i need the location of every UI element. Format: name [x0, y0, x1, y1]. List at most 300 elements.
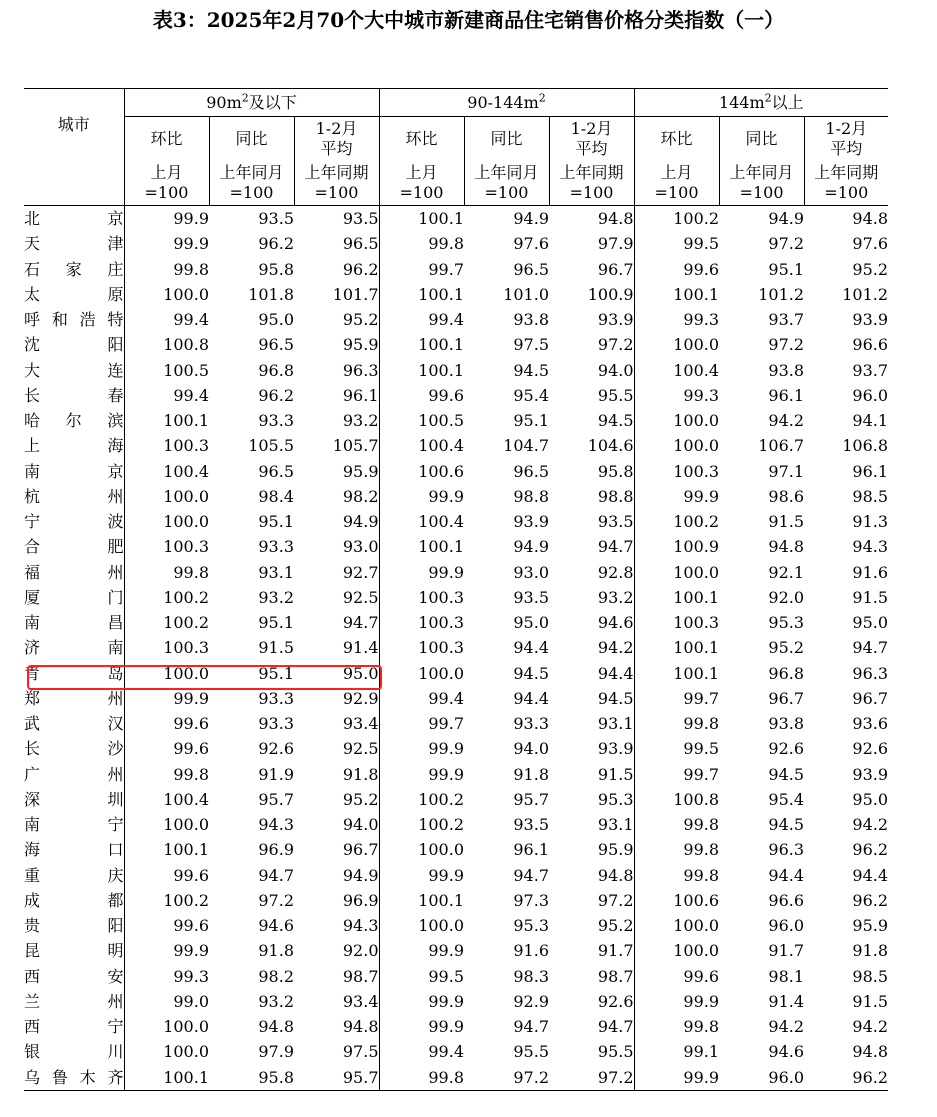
city-header: 城市	[57, 115, 90, 134]
index-value: 100.0	[634, 938, 719, 963]
index-value: 96.3	[768, 840, 805, 860]
index-value: 100.0	[379, 837, 464, 862]
index-value: 96.5	[513, 259, 549, 279]
city-name: 贵阳	[24, 916, 124, 936]
index-value: 99.9	[124, 206, 209, 232]
index-value: 100.2	[124, 585, 209, 610]
group-header-medium: $90-144m^2$	[379, 89, 634, 117]
index-value: 94.3	[342, 916, 379, 936]
city-name: 上海	[24, 436, 124, 456]
index-value: 91.4	[768, 991, 805, 1011]
index-value: 100.2	[379, 787, 464, 812]
index-value: 100.6	[634, 888, 719, 913]
index-value: 97.6	[852, 234, 889, 254]
index-value: 100.2	[634, 206, 719, 232]
index-value: 100.9	[634, 534, 719, 559]
index-value: 95.1	[258, 512, 294, 532]
base-col-header: 上年同月 =100	[464, 161, 549, 206]
table-row	[24, 1039, 888, 1064]
index-value: 95.8	[209, 1065, 294, 1091]
index-value: 94.3	[258, 815, 294, 835]
city-name: 宁波	[24, 512, 124, 532]
index-value: 95.0	[258, 310, 294, 330]
index-value: 97.9	[597, 234, 634, 254]
table-row	[24, 459, 888, 484]
index-value: 100.0	[634, 408, 719, 433]
index-value: 100.1	[379, 332, 464, 357]
index-value: 95.8	[258, 259, 294, 279]
table-row	[24, 863, 888, 888]
table-row	[24, 282, 888, 307]
index-value: 97.2	[549, 1065, 634, 1091]
index-value: 91.4	[342, 638, 379, 658]
index-value: 100.0	[124, 484, 209, 509]
table-row	[24, 762, 888, 787]
index-value: 94.2	[852, 815, 889, 835]
table-row	[24, 257, 888, 282]
city-name: 深圳	[24, 789, 124, 809]
index-value: 93.0	[342, 537, 379, 557]
index-value: 93.2	[258, 587, 294, 607]
index-value: 96.2	[852, 890, 889, 910]
index-value: 91.9	[258, 764, 294, 784]
index-value: 100.0	[379, 661, 464, 686]
index-value: 91.8	[513, 764, 549, 784]
index-value: 99.8	[634, 837, 719, 862]
index-value: 100.0	[124, 812, 209, 837]
index-value: 99.8	[634, 711, 719, 736]
index-value: 101.7	[332, 284, 379, 304]
index-value: 94.4	[768, 865, 805, 885]
index-value: 100.4	[124, 787, 209, 812]
index-value: 100.1	[634, 635, 719, 660]
index-value: 94.7	[513, 1017, 549, 1037]
city-name: 济南	[24, 638, 124, 658]
index-value: 99.1	[634, 1039, 719, 1064]
index-value: 94.7	[597, 1017, 634, 1037]
index-value: 94.8	[342, 1017, 379, 1037]
index-value: 98.7	[597, 966, 634, 986]
table-row	[24, 534, 888, 559]
index-value: 96.7	[852, 688, 889, 708]
index-value: 100.3	[634, 610, 719, 635]
city-name: 沈阳	[24, 335, 124, 355]
index-value: 100.2	[379, 812, 464, 837]
index-value: 95.7	[294, 1065, 379, 1091]
index-value: 94.0	[342, 815, 379, 835]
index-value: 100.1	[379, 206, 464, 232]
sub-col-header: 1-2月 平均	[294, 117, 379, 162]
index-value: 100.0	[124, 1039, 209, 1064]
index-value: 99.5	[379, 964, 464, 989]
sub-header-row	[24, 117, 888, 162]
index-value: 100.4	[379, 433, 464, 458]
index-value: 100.3	[379, 585, 464, 610]
sub-col-header: 同比	[464, 117, 549, 162]
index-value: 96.6	[852, 335, 889, 355]
table-row	[24, 332, 888, 357]
index-value: 95.5	[513, 1042, 549, 1062]
index-value: 101.8	[248, 284, 294, 304]
index-value: 95.1	[258, 613, 294, 633]
index-value: 93.1	[258, 562, 294, 582]
index-value: 99.9	[634, 1065, 719, 1091]
index-value: 99.8	[634, 1014, 719, 1039]
index-value: 95.2	[768, 638, 805, 658]
index-value: 94.5	[768, 764, 805, 784]
table-row	[24, 408, 888, 433]
index-value: 97.2	[597, 335, 634, 355]
index-value: 94.4	[513, 688, 549, 708]
index-value: 92.6	[597, 991, 634, 1011]
index-value: 94.8	[768, 537, 805, 557]
index-value: 93.9	[513, 512, 549, 532]
index-value: 94.5	[513, 360, 549, 380]
index-value: 95.9	[852, 916, 889, 936]
index-value: 99.3	[124, 964, 209, 989]
city-name: 北京	[24, 209, 124, 229]
index-value: 96.8	[768, 663, 805, 683]
index-value: 96.7	[597, 259, 634, 279]
index-value: 100.0	[124, 509, 209, 534]
index-value: 100.6	[379, 459, 464, 484]
base-col-header: 上年同月 =100	[719, 161, 804, 206]
index-value: 100.1	[124, 408, 209, 433]
table-row	[24, 560, 888, 585]
city-name: 南宁	[24, 815, 124, 835]
index-value: 101.0	[503, 284, 549, 304]
index-value: 94.6	[768, 1042, 805, 1062]
index-value: 100.1	[379, 534, 464, 559]
city-name: 西安	[24, 966, 124, 986]
index-value: 93.4	[342, 991, 379, 1011]
index-value: 94.5	[768, 815, 805, 835]
city-name: 南京	[24, 461, 124, 481]
index-value: 95.2	[342, 310, 379, 330]
index-value: 96.0	[852, 385, 889, 405]
index-value: 97.2	[768, 335, 805, 355]
index-value: 93.3	[258, 688, 294, 708]
index-value: 92.7	[342, 562, 379, 582]
index-value: 94.7	[852, 638, 889, 658]
index-value: 95.3	[768, 613, 805, 633]
index-value: 94.2	[768, 411, 805, 431]
index-value: 100.3	[124, 433, 209, 458]
index-value: 93.3	[258, 714, 294, 734]
index-value: 99.7	[379, 257, 464, 282]
index-value: 93.9	[852, 764, 889, 784]
index-value: 105.7	[332, 436, 379, 456]
index-value: 98.2	[258, 966, 294, 986]
index-value: 95.5	[597, 385, 634, 405]
index-value: 94.9	[342, 512, 379, 532]
price-index-table	[24, 88, 888, 1091]
index-value: 100.2	[124, 888, 209, 913]
index-value: 96.2	[258, 385, 294, 405]
index-value: 100.0	[634, 913, 719, 938]
city-name: 兰州	[24, 991, 124, 1011]
sub-col-header: 环比	[124, 117, 209, 162]
index-value: 93.4	[342, 714, 379, 734]
index-value: 91.6	[513, 941, 549, 961]
index-value: 99.8	[124, 762, 209, 787]
index-value: 94.9	[768, 209, 805, 229]
city-name: 昆明	[24, 941, 124, 961]
city-name: 福州	[24, 562, 124, 582]
index-value: 96.9	[258, 840, 294, 860]
sub-col-header: 1-2月 平均	[549, 117, 634, 162]
index-value: 95.7	[513, 789, 549, 809]
index-value: 96.9	[342, 890, 379, 910]
index-value: 97.9	[258, 1042, 294, 1062]
index-value: 100.1	[634, 661, 719, 686]
index-value: 93.5	[513, 815, 549, 835]
table-body	[24, 206, 888, 1091]
index-value: 99.9	[379, 762, 464, 787]
index-value: 100.0	[379, 913, 464, 938]
index-value: 96.0	[768, 916, 805, 936]
table-row	[24, 812, 888, 837]
index-value: 96.1	[768, 385, 805, 405]
index-value: 91.5	[852, 587, 889, 607]
index-value: 97.2	[768, 234, 805, 254]
index-value: 92.5	[342, 739, 379, 759]
index-value: 99.4	[124, 307, 209, 332]
index-value: 99.6	[379, 383, 464, 408]
base-col-header: 上月 =100	[634, 161, 719, 206]
index-value: 99.9	[124, 938, 209, 963]
index-value: 100.3	[634, 459, 719, 484]
index-value: 99.8	[379, 231, 464, 256]
index-value: 100.2	[124, 610, 209, 635]
index-value: 94.9	[342, 865, 379, 885]
index-value: 99.0	[124, 989, 209, 1014]
index-value: 96.2	[852, 840, 889, 860]
index-value: 100.1	[124, 837, 209, 862]
index-value: 100.2	[634, 509, 719, 534]
index-value: 98.1	[768, 966, 805, 986]
index-value: 99.6	[124, 863, 209, 888]
index-value: 104.6	[587, 436, 634, 456]
table-row	[24, 307, 888, 332]
index-value: 95.0	[852, 613, 889, 633]
index-value: 100.0	[124, 661, 209, 686]
index-value: 100.0	[124, 282, 209, 307]
index-value: 94.8	[258, 1017, 294, 1037]
city-name: 天津	[24, 234, 124, 254]
index-value: 97.2	[597, 890, 634, 910]
index-value: 92.0	[342, 941, 379, 961]
index-value: 95.1	[768, 259, 805, 279]
sub-col-header: 环比	[634, 117, 719, 162]
index-value: 96.5	[513, 461, 549, 481]
index-value: 92.6	[258, 739, 294, 759]
index-value: 100.1	[634, 585, 719, 610]
index-value: 99.6	[124, 736, 209, 761]
index-value: 93.7	[768, 310, 805, 330]
city-name: 成都	[24, 890, 124, 910]
index-value: 100.1	[634, 282, 719, 307]
index-value: 100.1	[124, 1065, 209, 1091]
table-row	[24, 736, 888, 761]
index-value: 100.0	[634, 332, 719, 357]
table-row	[24, 787, 888, 812]
sub-col-header: 环比	[379, 117, 464, 162]
sub-col-header: 1-2月 平均	[804, 117, 888, 162]
index-value: 101.2	[758, 284, 805, 304]
base-col-header: 上年同月 =100	[209, 161, 294, 206]
index-value: 99.9	[379, 1014, 464, 1039]
index-value: 98.4	[258, 486, 294, 506]
index-value: 96.1	[852, 461, 889, 481]
city-name: 长沙	[24, 739, 124, 759]
index-value: 99.6	[124, 913, 209, 938]
index-value: 98.3	[513, 966, 549, 986]
index-value: 100.0	[634, 560, 719, 585]
city-name: 武汉	[24, 714, 124, 734]
index-value: 97.3	[513, 890, 549, 910]
index-value: 91.8	[852, 941, 889, 961]
base-col-header: 上年同期 =100	[549, 161, 634, 206]
index-value: 100.3	[124, 635, 209, 660]
index-value: 97.5	[513, 335, 549, 355]
index-value: 92.6	[768, 739, 805, 759]
table-header	[24, 89, 888, 206]
table-row	[24, 231, 888, 256]
index-value: 96.2	[342, 259, 379, 279]
index-value: 97.6	[513, 234, 549, 254]
index-value: 93.8	[513, 310, 549, 330]
city-name: 厦门	[24, 587, 124, 607]
index-value: 97.2	[464, 1065, 549, 1091]
city-name: 太原	[24, 284, 124, 304]
index-value: 100.0	[634, 433, 719, 458]
index-value: 99.8	[634, 863, 719, 888]
city-name: 广州	[24, 764, 124, 784]
table-row	[24, 837, 888, 862]
index-value: 106.8	[842, 436, 889, 456]
index-value: 95.0	[513, 613, 549, 633]
table-row	[24, 711, 888, 736]
index-value: 91.6	[852, 562, 889, 582]
index-value: 99.8	[379, 1065, 464, 1091]
table-row	[24, 635, 888, 660]
index-value: 93.6	[852, 714, 889, 734]
index-value: 99.6	[634, 964, 719, 989]
table-row	[24, 610, 888, 635]
index-value: 93.2	[342, 411, 379, 431]
index-value: 95.3	[597, 789, 634, 809]
index-value: 94.8	[852, 209, 889, 229]
table-row	[24, 383, 888, 408]
index-value: 99.4	[124, 383, 209, 408]
index-value: 93.9	[597, 310, 634, 330]
index-value: 93.5	[342, 209, 379, 229]
index-value: 99.5	[634, 736, 719, 761]
index-value: 99.5	[634, 231, 719, 256]
index-value: 93.9	[597, 739, 634, 759]
index-value: 94.5	[513, 663, 549, 683]
index-value: 95.9	[342, 461, 379, 481]
city-name: 合肥	[24, 537, 124, 557]
index-value: 100.1	[379, 282, 464, 307]
base-col-header: 上年同期 =100	[804, 161, 888, 206]
index-value: 99.9	[634, 989, 719, 1014]
index-value: 100.1	[379, 888, 464, 913]
index-value: 94.0	[513, 739, 549, 759]
index-value: 97.1	[768, 461, 805, 481]
index-value: 91.5	[597, 764, 634, 784]
table-row	[24, 433, 888, 458]
index-value: 92.0	[768, 587, 805, 607]
index-value: 95.4	[513, 385, 549, 405]
index-value: 101.2	[842, 284, 889, 304]
index-value: 93.7	[852, 360, 889, 380]
index-value: 94.9	[513, 209, 549, 229]
index-value: 99.9	[379, 863, 464, 888]
index-value: 94.2	[597, 638, 634, 658]
index-value: 99.9	[379, 560, 464, 585]
index-value: 94.3	[852, 537, 889, 557]
index-value: 99.9	[379, 989, 464, 1014]
index-value: 93.3	[513, 714, 549, 734]
index-value: 91.5	[258, 638, 294, 658]
index-value: 95.5	[597, 1042, 634, 1062]
index-value: 94.7	[513, 865, 549, 885]
sub-col-header: 同比	[209, 117, 294, 162]
index-value: 94.0	[597, 360, 634, 380]
city-name: 哈尔滨	[24, 411, 124, 431]
city-name: 青岛	[24, 663, 124, 683]
index-value: 91.7	[768, 941, 805, 961]
index-value: 99.9	[379, 938, 464, 963]
index-value: 96.7	[768, 688, 805, 708]
index-value: 95.2	[597, 916, 634, 936]
table-row	[24, 989, 888, 1014]
index-value: 94.8	[597, 209, 634, 229]
city-name: 乌鲁木齐	[24, 1065, 124, 1091]
index-value: 98.8	[597, 486, 634, 506]
index-value: 95.0	[342, 663, 379, 683]
city-name: 郑州	[24, 688, 124, 708]
index-value: 96.2	[804, 1065, 888, 1091]
index-value: 91.8	[258, 941, 294, 961]
index-value: 98.7	[342, 966, 379, 986]
city-name: 西宁	[24, 1017, 124, 1037]
index-value: 99.9	[379, 736, 464, 761]
table-row	[24, 358, 888, 383]
index-value: 99.8	[124, 257, 209, 282]
index-value: 99.4	[379, 307, 464, 332]
index-value: 93.3	[258, 411, 294, 431]
index-value: 106.7	[758, 436, 805, 456]
group-header-small: $90m^2$及以下	[124, 89, 379, 117]
index-value: 92.5	[342, 587, 379, 607]
index-value: 96.0	[719, 1065, 804, 1091]
index-value: 92.6	[852, 739, 889, 759]
index-value: 100.4	[124, 459, 209, 484]
base-col-header: 上年同期 =100	[294, 161, 379, 206]
index-value: 100.1	[379, 358, 464, 383]
index-value: 100.4	[379, 509, 464, 534]
index-value: 100.4	[634, 358, 719, 383]
index-value: 94.7	[342, 613, 379, 633]
index-value: 96.8	[258, 360, 294, 380]
index-value: 100.0	[124, 1014, 209, 1039]
index-value: 100.5	[379, 408, 464, 433]
index-value: 91.8	[342, 764, 379, 784]
index-value: 94.7	[258, 865, 294, 885]
